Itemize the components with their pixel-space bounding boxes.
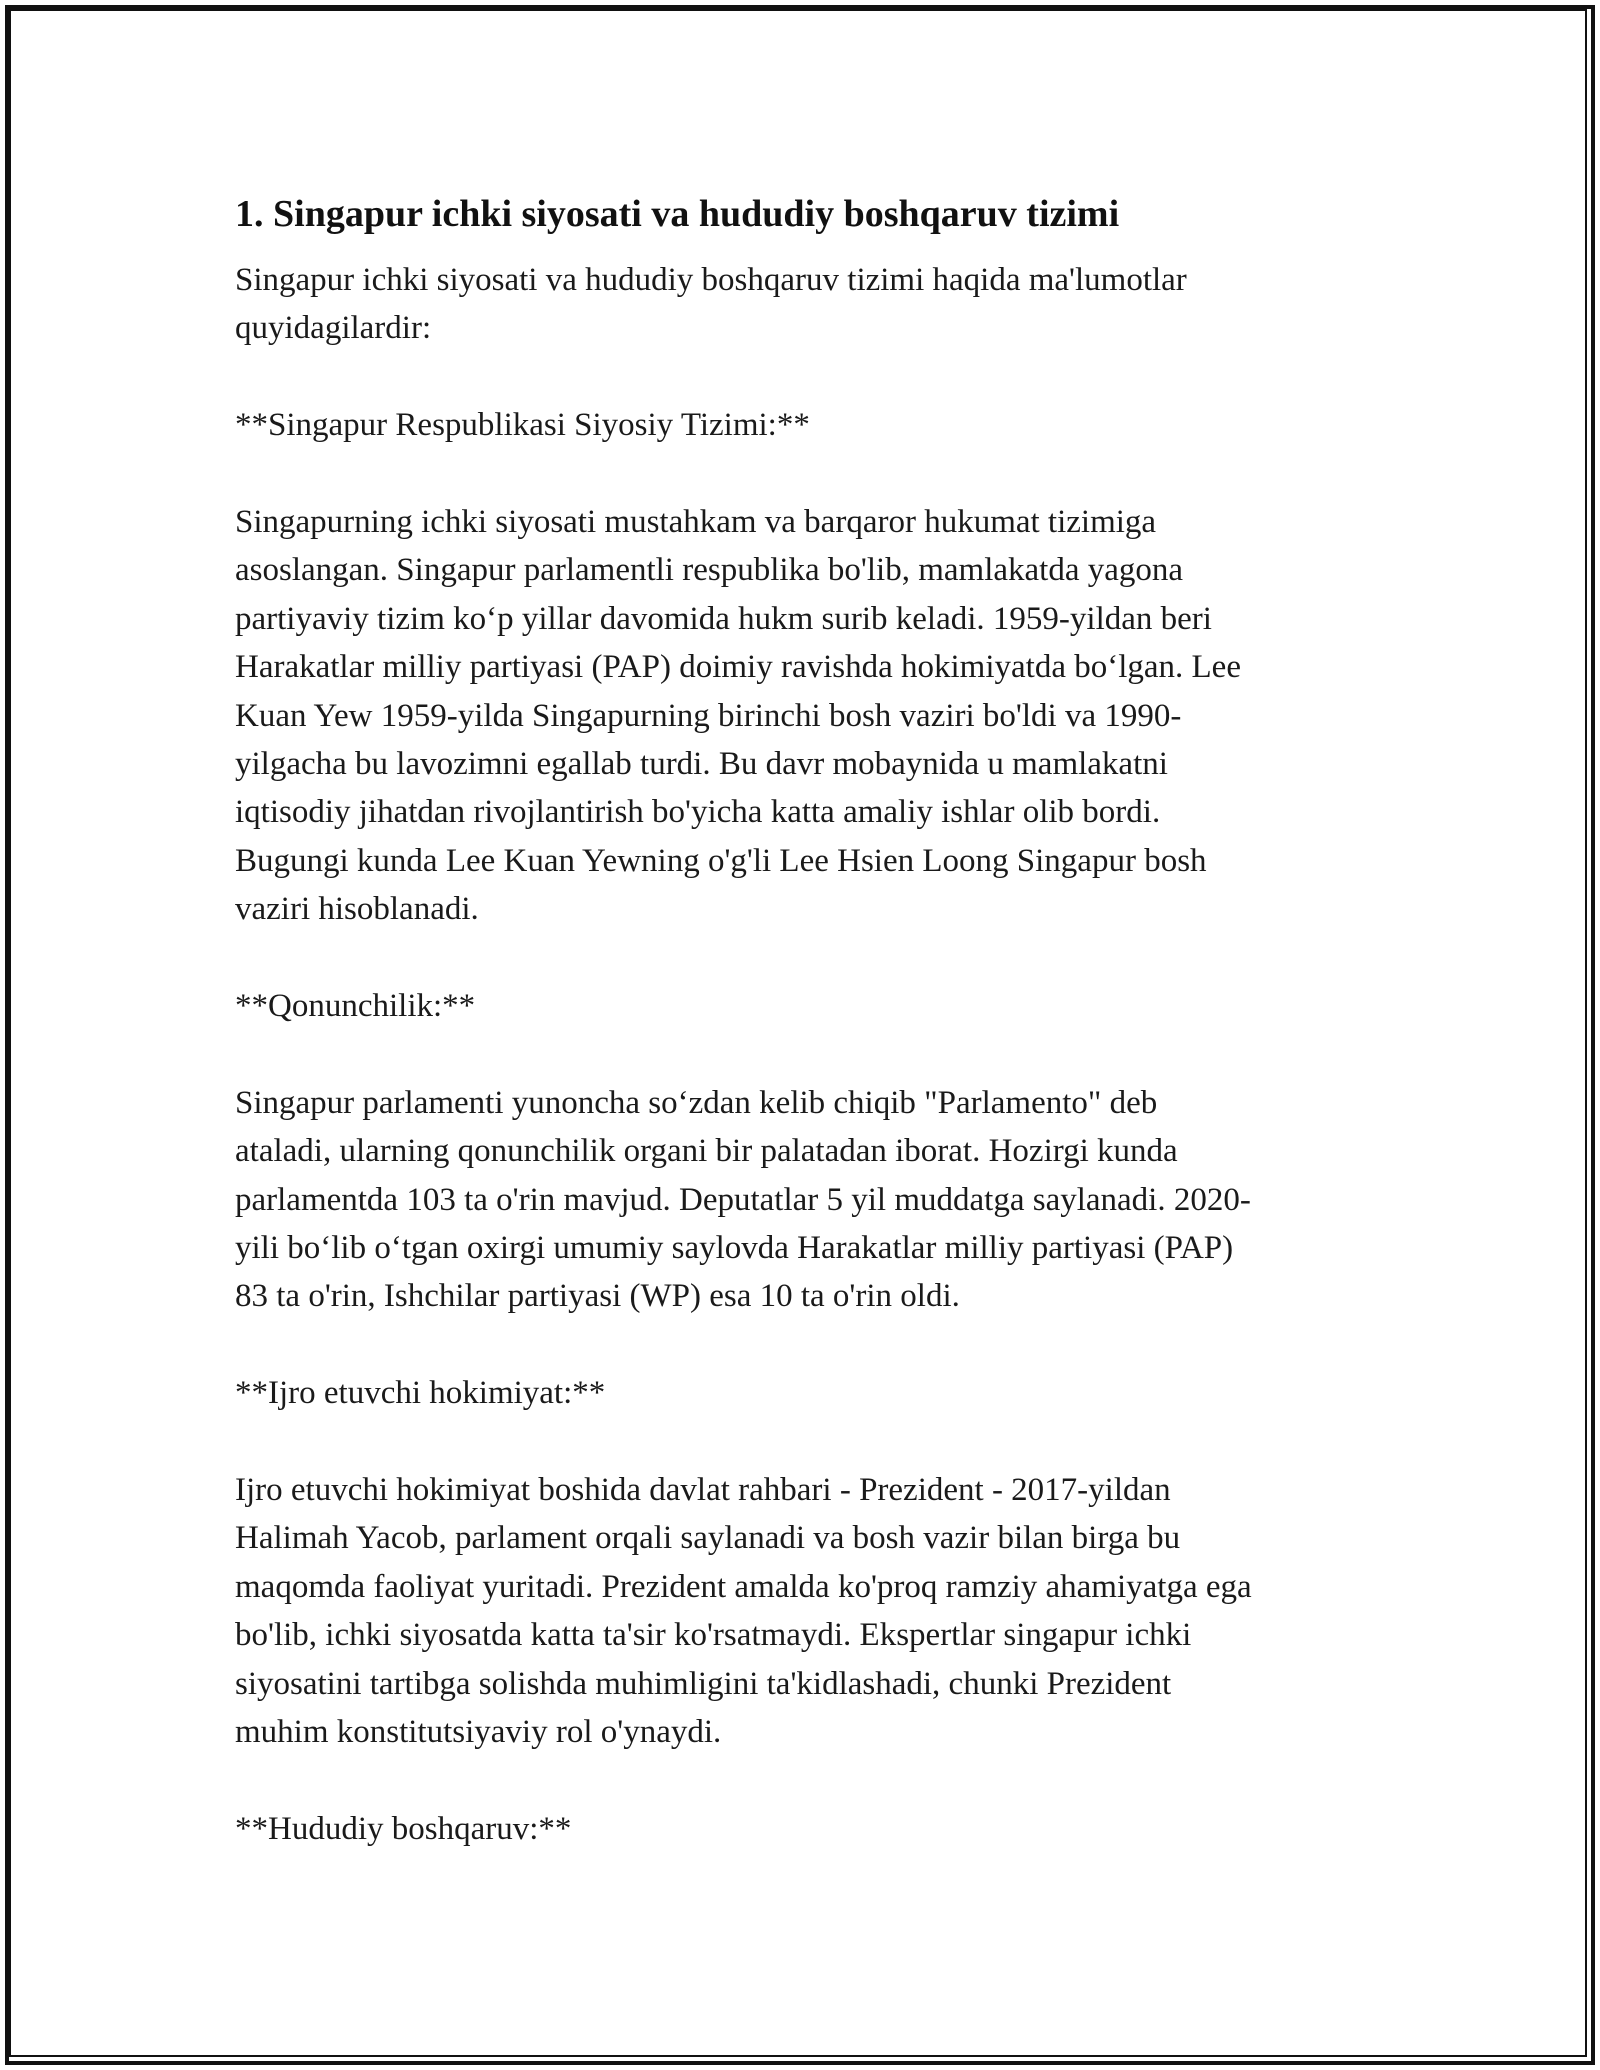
section-body-legislation: Singapur parlamenti yunoncha so‘zdan kelib chiqib "Parlamento" deb ataladi, ularning qonunchilik organi bir palatadan iborat. Hozirgi kunda parlamentda 103 ta o'rin mavjud. Deputatlar 5 yil muddatga saylanadi. 2020- yili bo‘lib o‘tgan oxirgi umumiy saylovda Harakatlar milliy partiyasi (PAP) 83 ta o'rin, Ishchilar partiyasi (WP) esa 10 ta o'rin oldi. xyxy=(235,1084,1251,1315)
document-title: 1. Singapur ichki siyosati va hududiy boshqaruv tizimi xyxy=(235,193,1120,235)
document-page xyxy=(235,188,1375,1853)
intro-paragraph: Singapur ichki siyosati va hududiy boshqaruv tizimi haqida ma'lumotlar quyidagilardir: xyxy=(235,262,1187,347)
section-body-executive: Ijro etuvchi hokimiyat boshida davlat rahbari - Prezident - 2017-yildan Halimah Yacob, parlament orqali saylanadi va bosh vazir bilan birga bu maqomda faoliyat yuritadi. Prezident amalda ko'proq ramziy ahamiyatga ega bo'lib, ichki siyosatda katta ta'sir ko'rsatmaydi. Ekspertlar singapur ichki siyosatini tartibga solishda muhimligini ta'kidlashadi, chunki Prezident muhim konstitutsiyaviy rol o'ynaydi. xyxy=(235,1472,1252,1751)
section-heading-legislation: **Qonunchilik:** xyxy=(235,988,476,1025)
section-heading-executive: **Ijro etuvchi hokimiyat:** xyxy=(235,1375,606,1412)
section-heading-regional-governance: **Hududiy boshqaruv:** xyxy=(235,1810,572,1847)
section-body-political-system: Singapurning ichki siyosati mustahkam va barqaror hukumat tizimiga asoslangan. Singapur parlamentli respublika bo'lib, mamlakatda yagona partiyaviy tizim ko‘p yillar davomida hukm surib keladi. 1959-yildan beri Harakatlar milliy partiyasi (PAP) doimiy ravishda hokimiyatda bo‘lgan. Lee Kuan Yew 1959-yilda Singapurning birinchi bosh vaziri bo'ldi va 1990- yilgacha bu lavozimni egallab turdi. Bu davr mobaynida u mamlakatni iqtisodiy jihatdan rivojlantirish bo'yicha katta amaliy ishlar olib bordi. Bugungi kunda Lee Kuan Yewning o'g'li Lee Hsien Loong Singapur bosh vaziri hisoblanadi. xyxy=(235,504,1241,928)
section-heading-political-system: **Singapur Respublikasi Siyosiy Tizimi:** xyxy=(235,407,810,444)
